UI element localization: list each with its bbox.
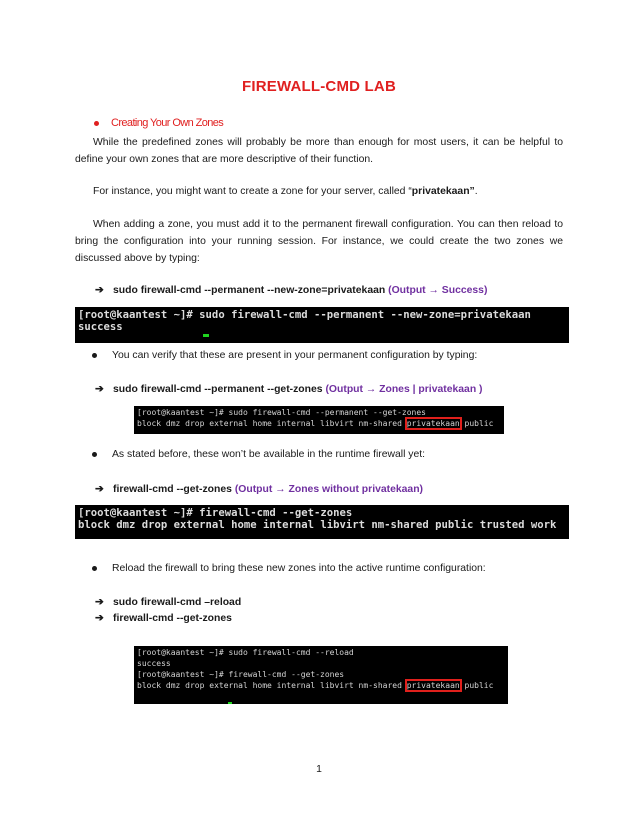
command-output-note: (Output → Success) xyxy=(388,285,488,296)
terminal-reload xyxy=(134,646,508,704)
bullet-dot-icon xyxy=(92,452,97,457)
command-text: sudo firewall-cmd –reload xyxy=(113,597,242,608)
arrow-right-icon: ➔ xyxy=(95,597,104,608)
command-reload xyxy=(95,596,241,608)
command-output-note: (Output → Zones | privatekaan ) xyxy=(325,384,483,395)
terminal-cursor xyxy=(203,334,209,337)
terminal-line xyxy=(137,680,505,691)
bullet-runtime-text: As stated before, these won’t be available in the runtime firewall yet: xyxy=(112,449,426,460)
command-output-note: (Output → Zones without privatekaan) xyxy=(234,484,424,495)
terminal-permanent-zones xyxy=(134,406,504,434)
section-heading: Creating Your Own Zones xyxy=(111,117,224,129)
command-text: sudo firewall-cmd --permanent --get-zones xyxy=(113,384,323,395)
terminal-line: success xyxy=(78,321,123,333)
terminal-runtime-zones xyxy=(75,505,569,539)
zones-list-end: public xyxy=(459,419,494,428)
bullet-verify-text: You can verify that these are present in your permanent configuration by typing: xyxy=(112,350,478,361)
terminal-line xyxy=(137,418,501,429)
command-permanent-get-zones xyxy=(95,383,483,395)
paragraph-intro-text: While the predefined zones will probably be more than enough for most users, it can be helpful to define your own zones that are more descriptive of their function. xyxy=(75,137,563,165)
bullet-runtime xyxy=(92,449,425,460)
command-text: sudo firewall-cmd --permanent --new-zone=privatekaan xyxy=(113,285,386,296)
command-new-zone xyxy=(95,284,487,296)
section-bullet xyxy=(94,117,223,129)
highlighted-zone: privatekaan xyxy=(406,419,460,428)
command-get-zones xyxy=(95,483,423,495)
bullet-dot-icon xyxy=(92,353,97,358)
paragraph-example xyxy=(75,183,563,200)
bullet-dot-icon xyxy=(92,566,97,571)
paragraph-adding-zone-text: When adding a zone, you must add it to the permanent firewall configuration. You can then reload to bring the configuration into your running session. For instance, we could create the two zones we discussed above by typing: xyxy=(75,219,563,264)
bullet-verify xyxy=(92,350,477,361)
paragraph-adding-zone xyxy=(75,216,563,267)
arrow-right-icon: ➔ xyxy=(95,384,104,395)
command-get-zones-after-reload xyxy=(95,612,232,624)
paragraph-intro xyxy=(75,134,563,168)
command-text: firewall-cmd --get-zones xyxy=(113,484,232,495)
bullet-reload-text: Reload the firewall to bring these new zones into the active runtime configuration: xyxy=(112,563,486,574)
bullet-reload xyxy=(92,563,486,574)
arrow-right-icon: ➔ xyxy=(95,484,104,495)
terminal-line: [root@kaantest ~]# sudo firewall-cmd --permanent --get-zones xyxy=(137,408,426,417)
zones-list-end: public xyxy=(459,681,494,690)
command-text: firewall-cmd --get-zones xyxy=(113,613,232,624)
zones-list: block dmz drop external home internal libvirt nm-shared xyxy=(137,681,407,690)
highlighted-zone: privatekaan xyxy=(406,681,460,690)
zone-name-bold: privatekaan” xyxy=(411,186,475,197)
paragraph-example-end: . xyxy=(474,186,478,197)
terminal-line: [root@kaantest ~]# sudo firewall-cmd --permanent --new-zone=privatekaan xyxy=(78,309,531,321)
paragraph-example-text: For instance, you might want to create a zone for your server, called “ xyxy=(93,186,412,197)
terminal-line: block dmz drop external home internal libvirt nm-shared public trusted work xyxy=(78,519,557,531)
terminal-line: [root@kaantest ~]# sudo firewall-cmd --reload xyxy=(137,648,354,657)
arrow-right-icon: ➔ xyxy=(95,613,104,624)
terminal-line: [root@kaantest ~]# firewall-cmd --get-zones xyxy=(78,507,353,519)
terminal-line: success xyxy=(137,659,171,668)
terminal-cursor xyxy=(228,702,232,704)
page-number: 1 xyxy=(316,764,322,775)
arrow-right-icon: ➔ xyxy=(95,285,104,296)
terminal-line: [root@kaantest ~]# firewall-cmd --get-zones xyxy=(137,670,345,679)
bullet-dot-icon xyxy=(94,121,99,126)
terminal-new-zone xyxy=(75,307,569,343)
zones-list: block dmz drop external home internal libvirt nm-shared xyxy=(137,419,407,428)
document-title: FIREWALL-CMD LAB xyxy=(241,78,396,95)
